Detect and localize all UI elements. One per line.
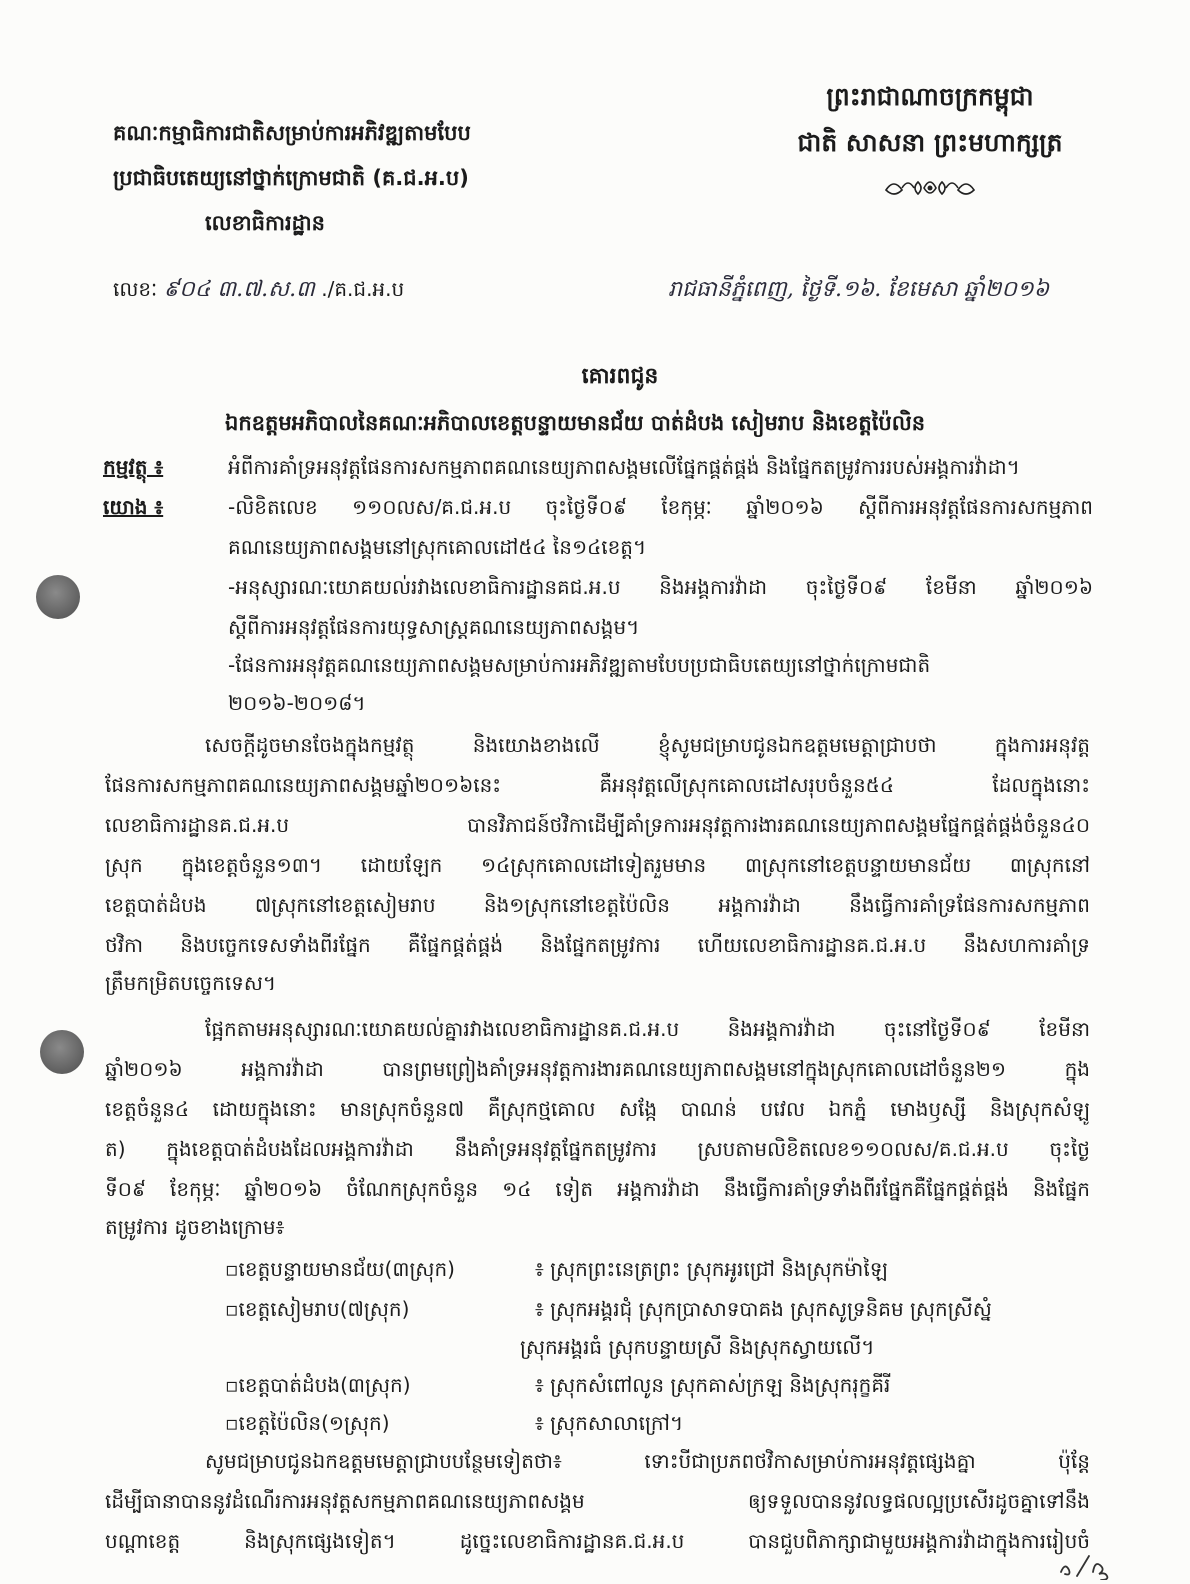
salutation-title: គោរពជូន — [581, 364, 659, 389]
paragraph-line: ខេត្តបាត់ដំបង ៧ស្រុកនៅខេត្តសៀមរាប និង១ស្រុកនៅខេត្តប៉ៃលិន អង្គការវ៉ាដា នឹងធ្វើការគាំទ្រផែនការសកម្មភាព — [105, 893, 1090, 917]
paragraph-line: ខេត្តចំនួន៤ ដោយក្នុងនោះ មានស្រុកចំនួន៧ គឺស្រុកថ្មគោល សង្កែ បាណន់ បវេល ឯកភ្នំ មោងឫស្សី និងស្រុកសំឡូ — [105, 1097, 1090, 1121]
district-list: ៖ ស្រុកសាលាក្រៅ។ — [535, 1411, 684, 1435]
reference-number-handwritten: ៩០៤ ៣.៧.ស.៣ — [163, 277, 315, 302]
org-name-line2: ប្រជាធិបតេយ្យនៅថ្នាក់ក្រោមជាតិ (គ.ជ.អ.ប) — [113, 166, 469, 190]
kingdom-title: ព្រះរាជាណាចក្រកម្ពុជា — [826, 82, 1034, 111]
reference-line: -ផែនការអនុវត្តគណនេយ្យភាពសង្គមសម្រាប់ការអភិវឌ្ឍតាមបែបប្រជាធិបតេយ្យនៅថ្នាក់ក្រោមជាតិ — [228, 653, 931, 677]
reference-line: ស្តីពីការអនុវត្តផែនការយុទ្ធសាស្ត្រគណនេយ្យភាពសង្គម។ — [228, 615, 640, 639]
paragraph-line: ផ្អែកតាមអនុស្សារណៈយោគយល់គ្នារវាងលេខាធិការដ្ឋានគ.ជ.អ.ប និងអង្គការវ៉ាដា ចុះនៅថ្ងៃទី០៩ ខែមីនា — [205, 1017, 1090, 1041]
date-place: រាជធានីភ្នំពេញ, — [668, 277, 794, 302]
province-label: ▫ខេត្តសៀមរាប(៧ស្រុក) — [225, 1297, 410, 1321]
reference-line: -លិខិតលេខ ១១០លស/គ.ជ.អ.ប ចុះថ្ងៃទី០៩ ខែកុម្ភៈ ឆ្នាំ២០១៦ ស្តីពីការអនុវត្តផែនការសកម្មភាព — [228, 495, 1093, 519]
punch-hole — [40, 1030, 84, 1074]
date-day: .១៦. — [834, 277, 882, 302]
province-label: ▫ខេត្តបន្ទាយមានជ័យ(៣ស្រុក) — [225, 1257, 455, 1281]
paragraph-line: ទី០៩ ខែកុម្ភៈ ឆ្នាំ២០១៦ ចំណែកស្រុកចំនួន ១៤ ទៀត អង្គការវ៉ាដា នឹងធ្វើការគាំទ្រទាំងពីរផ្នែកគឺផ្នែកផ្គត់ផ្គង់ និងផ្នែក — [105, 1177, 1090, 1201]
date-line — [668, 272, 1128, 308]
paragraph-line: ថវិកា និងបច្ចេកទេសទាំងពីរផ្នែក គឺផ្នែកផ្គត់ផ្គង់ និងផ្នែកតម្រូវការ ហើយលេខាធិការដ្ឋានគ.ជ.អ.ប នឹងសហការគាំទ្រ — [105, 933, 1090, 957]
district-list: ស្រុកអង្គរធំ ស្រុកបន្ទាយស្រី និងស្រុកស្វាយលើ។ — [520, 1335, 875, 1359]
reference-line: ២០១៦-២០១៨។ — [228, 691, 366, 715]
paragraph-line: បណ្តាខេត្ត និងស្រុកផ្សេងទៀត។ ដូច្នេះលេខាធិការដ្ឋានគ.ជ.អ.ប បានជួបពិភាក្សាជាមួយអង្គការវ៉ាដាក្នុងការរៀបចំ — [105, 1529, 1090, 1553]
paragraph-line: ត្រឹមកម្រិតបច្ចេកទេស។ — [105, 971, 277, 995]
reference-line: គណនេយ្យភាពសង្គមនៅស្រុកគោលដៅ៥៤ នៃ១៤ខេត្ត។ — [228, 535, 647, 559]
date-year: ឆ្នាំ២០១៦ — [963, 277, 1050, 302]
district-list: ៖ ស្រុកព្រះនេត្រព្រះ ស្រុកអូរជ្រៅ និងស្រុកម៉ាឡៃ — [535, 1257, 888, 1281]
reference-number-label: លេខៈ — [113, 277, 158, 301]
province-label: ▫ខេត្តបាត់ដំបង(៣ស្រុក) — [225, 1373, 411, 1397]
paragraph-line: ស្រុក ក្នុងខេត្តចំនួន១៣។ ដោយឡែក ១៤ស្រុកគោលដៅទៀតរួមមាន ៣ស្រុកនៅខេត្តបន្ទាយមានជ័យ ៣ស្រុកនៅ — [105, 853, 1090, 877]
paragraph-line: ផែនការសកម្មភាពគណនេយ្យភាពសង្គមឆ្នាំ២០១៦នេះ គឺអនុវត្តលើស្រុកគោលដៅសរុបចំនួន៥៤ ដែលក្នុងនោះ — [105, 773, 1090, 797]
subject-text: អំពីការគាំទ្រអនុវត្តផែនការសកម្មភាពគណនេយ្យភាពសង្គមលើផ្នែកផ្គត់ផ្គង់ និងផ្នែកតម្រូវការរបស់អង្គការវ៉ាដា។ — [228, 455, 1020, 479]
paragraph-line: សូមជម្រាបជូនឯកឧត្តមមេត្តាជ្រាបបន្ថែមទៀតថា៖ ទោះបីជាប្រភពថវិកាសម្រាប់ការអនុវត្តផ្សេងគ្នា ប៉ុន្តែ — [205, 1449, 1090, 1473]
paragraph-line: ឆ្នាំ២០១៦ អង្គការវ៉ាដា បានព្រមព្រៀងគាំទ្រអនុវត្តការងារគណនេយ្យភាពសង្គមនៅក្នុងស្រុកគោលដៅចំនួន២១ ក្នុង — [105, 1057, 1090, 1081]
punch-hole — [36, 575, 80, 619]
secretariat-label: លេខាធិការដ្ឋាន — [205, 211, 325, 235]
handwritten-initials — [1055, 1550, 1125, 1580]
date-month: មេសា — [908, 277, 958, 302]
reference-number-suffix: ./គ.ជ.អ.ប — [321, 277, 405, 301]
national-motto: ជាតិ សាសនា ព្រះមហាក្សត្រ — [797, 128, 1063, 157]
paragraph-line: តម្រូវការ ដូចខាងក្រោម៖ — [105, 1215, 285, 1239]
date-month-label: ខែ — [887, 277, 909, 302]
paragraph-line: សេចក្តីដូចមានចែងក្នុងកម្មវត្ថុ និងយោងខាងលើ ខ្ញុំសូមជម្រាបជូនឯកឧត្តមមេត្តាជ្រាបថា ក្នុងការអនុវត្ត — [205, 733, 1090, 757]
subject-label: កម្មវត្ថុ ៖ — [103, 455, 164, 479]
district-list: ៖ ស្រុកអង្គរជុំ ស្រុកប្រាសាទបាគង ស្រុកសូទ្រនិគម ស្រុកស្រីស្នំ — [535, 1297, 992, 1321]
paragraph-line: ដើម្បីធានាបាននូវដំណើរការអនុវត្តសកម្មភាពគណនេយ្យភាពសង្គម ឲ្យទទួលបាននូវលទ្ធផលល្អប្រសើរដូចគ្នាទៅនឹង — [105, 1489, 1090, 1513]
district-list: ៖ ស្រុកសំពៅលូន ស្រុកគាស់ក្រឡ និងស្រុករុក្ខគីរី — [535, 1373, 891, 1397]
paragraph-line: ត) ក្នុងខេត្តបាត់ដំបងដែលអង្គការវ៉ាដា នឹងគាំទ្រអនុវត្តផ្នែកតម្រូវការ ស្របតាមលិខិតលេខ១១០លស/គ.ជ.អ.ប ចុះថ្ងៃ — [105, 1137, 1090, 1161]
reference-label: យោង ៖ — [103, 495, 164, 519]
reference-line: -អនុស្សារណៈយោគយល់រវាងលេខាធិការដ្ឋានគជ.អ.ប និងអង្គការវ៉ាដា ចុះថ្ងៃទី០៩ ខែមីនា ឆ្នាំ២០១៦ — [228, 575, 1093, 599]
org-name-line1: គណៈកម្មាធិការជាតិសម្រាប់ការអភិវឌ្ឍតាមបែប — [113, 121, 471, 145]
ornament-flourish — [880, 174, 980, 200]
reference-number-line — [113, 272, 473, 308]
recipient-line: ឯកឧត្តមអភិបាលនៃគណៈអភិបាលខេត្តបន្ទាយមានជ័យ បាត់ដំបង សៀមរាប និងខេត្តប៉ៃលិន — [225, 411, 926, 435]
province-label: ▫ខេត្តប៉ៃលិន(១ស្រុក) — [225, 1411, 390, 1435]
paragraph-line: លេខាធិការដ្ឋានគ.ជ.អ.ប បានវិភាជន៍ថវិកាដើម្បីគាំទ្រការអនុវត្តការងារគណនេយ្យភាពសង្គមផ្នែកផ្គត់ផ្គង់ចំនួន៤០ — [105, 813, 1090, 837]
date-day-label: ថ្ងៃទី — [800, 277, 835, 302]
